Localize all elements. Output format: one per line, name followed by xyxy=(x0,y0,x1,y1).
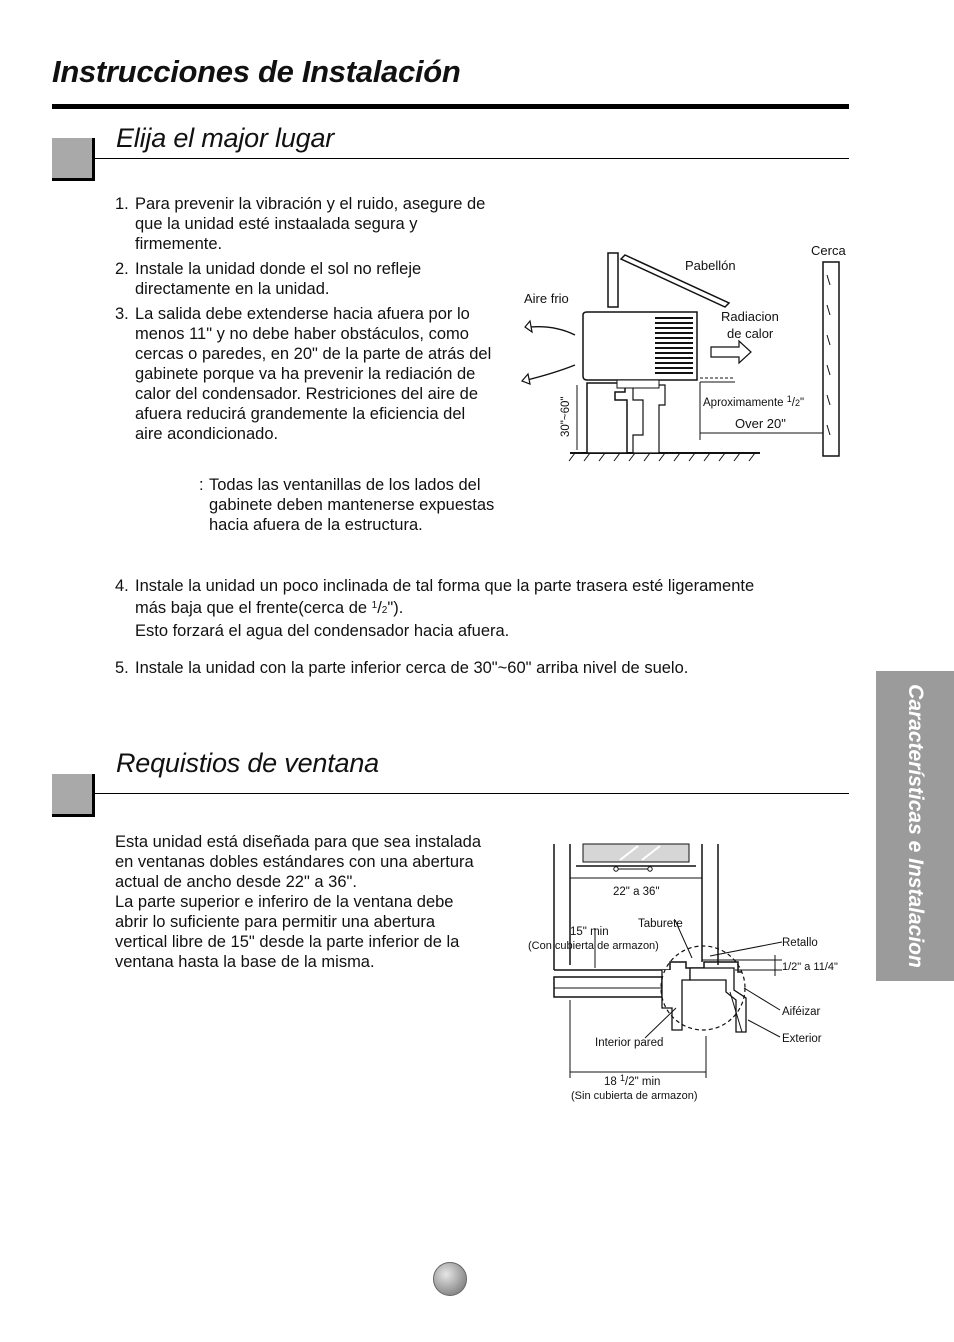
diagram-unit-placement xyxy=(515,235,860,470)
section-marker-box xyxy=(52,138,95,181)
step-4: 4. Instale la unidad un poco inclinada de tal forma que la parte trasera esté ligeramente más baja que el frente(cerca de $^1$/2"). Esto forzará el agua del condensador hacia afuera. xyxy=(115,577,755,640)
ground-hatch xyxy=(569,453,755,461)
fence-shape xyxy=(823,262,839,456)
label-15-min: 15" min xyxy=(570,926,609,938)
list-item: 2. Instale la unidad donde el sol no refleje directamente en la unidad. xyxy=(115,260,422,298)
section-marker-box xyxy=(52,774,95,817)
side-tab-label: Características e Instalacion xyxy=(904,684,927,968)
label-sin-cubierta: (Sin cubierta de armazon) xyxy=(571,1090,698,1102)
label-interior-pared: Interior pared xyxy=(595,1037,664,1049)
section-title-window: Requistios de ventana xyxy=(116,748,379,778)
page-number-dot xyxy=(433,1262,467,1296)
note-vents: : Todas las ventanillas de los lados del gabinete deben mantenerse expuestas hacia afuera de la estructura. xyxy=(199,476,495,534)
section-title-location: Elija el major lugar xyxy=(116,123,335,153)
label-con-cubierta: (Con cubierta de armazon) xyxy=(528,940,659,952)
window-requirements-text: Esta unidad está diseñada para que sea instalada en ventanas dobles estándares con una abertura actual de ancho desde 22" a 36". La parte superior e inferiro de la ventana debe abrir lo suficiente para permitir una abertura vertical libre de 15" desde la parte inferior de la ventana hasta la base de la misma. xyxy=(115,833,482,971)
steps-list xyxy=(115,194,493,449)
label-cerca: Cerca xyxy=(811,243,846,258)
section-rule xyxy=(93,158,849,159)
cold-air-arrow-up xyxy=(530,327,575,335)
unit-bracket xyxy=(617,380,659,388)
label-aifeizar: Aiféizar xyxy=(782,1006,821,1018)
exterior-sill xyxy=(690,968,746,1032)
label-exterior: Exterior xyxy=(782,1033,822,1045)
sill-section xyxy=(633,385,665,453)
wall-section xyxy=(587,383,627,453)
page-title: Instrucciones de Instalación xyxy=(52,54,461,89)
list-item: 3. La salida debe extenderse hacia afuera por lo menos 11" y no debe haber obstáculos, como cercas o paredes, en 20" de la parte de atrás del gabinete porque va ha prevenir la rediación de calor del condensador. Restriciones del aire de afuera reducirá grandemente la eficiencia del aire acondicionado. xyxy=(115,305,492,443)
label-height: 30"~60" xyxy=(560,396,572,437)
label-retallo: Retallo xyxy=(782,937,818,949)
interior-sill xyxy=(554,977,662,997)
section-marker-bar xyxy=(93,138,95,180)
section-marker-bar xyxy=(93,774,95,816)
label-aproximamente: Aproximamente $^1$/2" xyxy=(703,394,805,409)
label-over-20: Over 20" xyxy=(735,416,786,431)
diagram-window-requirements xyxy=(520,840,850,1110)
label-width: 22" a 36" xyxy=(613,886,660,898)
cold-air-arrow-down xyxy=(527,365,575,380)
label-taburete: Taburete xyxy=(638,918,683,930)
label-pabellon: Pabellón xyxy=(685,258,736,273)
section-rule xyxy=(93,793,849,794)
heat-arrow-icon xyxy=(711,341,751,363)
label-de-calor: de calor xyxy=(727,326,774,341)
title-rule xyxy=(52,104,849,109)
list-item: 1. Para prevenir la vibración y el ruido, asegure de que la unidad esté instaalada segura y firmemente. xyxy=(115,195,486,253)
label-18-min: 18 $^1$/2" min xyxy=(604,1073,661,1088)
label-radiacion: Radiacion xyxy=(721,309,779,324)
label-aire-frio: Aire frio xyxy=(524,291,569,306)
side-tab xyxy=(876,671,954,981)
window-post xyxy=(608,253,618,307)
label-retallo-range: 1/2" a 11/4" xyxy=(782,961,838,973)
step-5: 5. Instale la unidad con la parte inferior cerca de 30"~60" arriba nivel de suelo. xyxy=(115,659,689,677)
interior-wall xyxy=(662,970,690,1030)
